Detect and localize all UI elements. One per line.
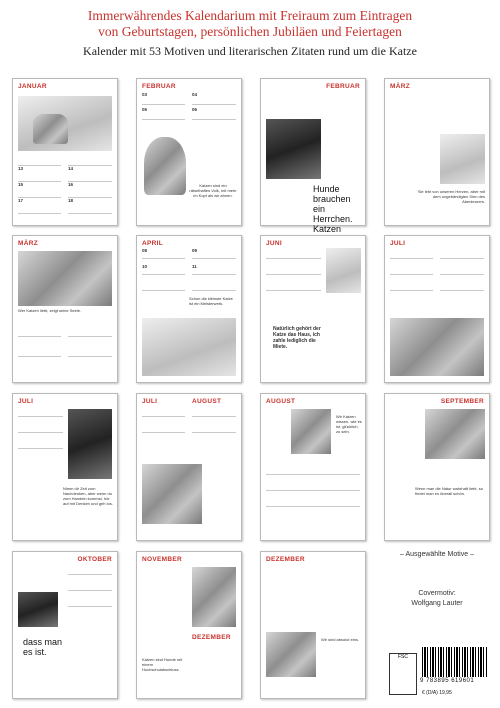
page-maerz-2	[12, 235, 118, 383]
price: € (D/A) 19,95	[422, 690, 452, 696]
cat-photo	[18, 592, 58, 627]
cat-photo	[68, 409, 112, 479]
month-label: AUGUST	[192, 398, 222, 405]
quote-text: Wer Katzen liebt, zeigt seine Seele.	[18, 308, 82, 313]
day-number: 05	[142, 107, 148, 112]
isbn-number: 9 783895 619601	[420, 678, 475, 684]
day-number: 08	[142, 248, 148, 253]
cat-photo	[192, 567, 236, 627]
quote-text: Wir sind absolut eins.	[321, 637, 360, 642]
month-label: FEBRUAR	[326, 83, 360, 90]
month-label: SEPTEMBER	[440, 398, 484, 405]
day-number: 03	[142, 92, 148, 97]
cat-photo	[326, 248, 361, 293]
page-oktober	[12, 551, 118, 699]
page-september	[384, 393, 490, 541]
day-number: 04	[192, 92, 198, 97]
page-november-dezember	[136, 551, 242, 699]
quote-text: dass man es ist.	[23, 637, 63, 657]
cat-photo	[18, 251, 112, 306]
page-juli	[384, 235, 490, 383]
month-label: DEZEMBER	[266, 556, 305, 563]
page-februar-2	[260, 78, 366, 234]
page-dezember	[260, 551, 366, 699]
month-label: JUNI	[266, 240, 283, 247]
quote-text: Natürlich gehört der Katze das Haus, ich zahle lediglich die Miete.	[273, 326, 321, 350]
page-januar	[12, 78, 118, 226]
day-number: 10	[142, 264, 148, 269]
quote-text: Hunde brauchen ein Herrchen. Katzen	[313, 184, 353, 234]
page-juli-august	[136, 393, 242, 541]
page-august	[260, 393, 366, 541]
fsc-logo: FSC	[389, 653, 417, 695]
cat-photo	[291, 409, 331, 454]
day-number: 16	[68, 182, 74, 187]
page-maerz	[384, 78, 490, 226]
cat-photo	[440, 134, 485, 184]
quote-text: Sie lebt von unseren Herzen, aber mit dem ungebändigten Sinn des Abenteurers.	[417, 189, 485, 204]
month-label: AUGUST	[266, 398, 296, 405]
day-number: 17	[18, 198, 24, 203]
month-label: MÄRZ	[18, 240, 38, 247]
barcode	[422, 647, 488, 677]
cat-photo	[266, 632, 316, 677]
cover-label: Covermotiv:	[418, 590, 456, 597]
title-line2: von Geburtstagen, persönlichen Jubiläen und Feiertagen	[98, 24, 402, 39]
cat-photo	[425, 409, 485, 459]
page-februar	[136, 78, 242, 226]
day-number: 13	[18, 166, 24, 171]
month-label: JULI	[390, 240, 406, 247]
quote-text: Schon die kleinste Katze ist ein Meisterwerk.	[189, 296, 233, 306]
cat-photo	[144, 137, 186, 195]
cat-photo	[266, 119, 321, 179]
day-number: 09	[192, 248, 198, 253]
cat-photo	[142, 464, 202, 524]
page-juli-2	[12, 393, 118, 541]
cat-photo	[390, 318, 484, 376]
quote-text: Katzen sind ein rätselhaftes Volk, mit mehr im Kopf als wir ahnen.	[189, 183, 237, 198]
day-number: 06	[192, 107, 198, 112]
cat-photo-subject	[33, 114, 68, 144]
quote-text: Nimm dir Zeit zum Nachdenken, aber wenn du zum Handeln kommst, hör auf mit Denken und geh los.	[63, 486, 113, 506]
page-april	[136, 235, 242, 383]
day-number: 18	[68, 198, 74, 203]
quote-text: Wenn man die Natur wahrhaft liebt, so findet man es überall schön.	[415, 486, 483, 496]
month-label: JULI	[142, 398, 158, 405]
month-label: OKTOBER	[77, 556, 112, 563]
month-label: JULI	[18, 398, 34, 405]
quote-text: Wir Katzen wissen, wie es ist, glücklich zu sein.	[336, 414, 362, 434]
subtitle: Kalender mit 53 Motiven und literarischen Zitaten rund um die Katze	[83, 44, 417, 58]
quote-text: Katzen sind Hunde mit einem Hochschulabschluss.	[142, 657, 183, 672]
month-label: APRIL	[142, 240, 163, 247]
day-number: 14	[68, 166, 74, 171]
cover-artist: Wolfgang Lauter	[411, 600, 463, 607]
month-label: JANUAR	[18, 83, 47, 90]
motifs-caption: – Ausgewählte Motive –	[400, 551, 474, 558]
title-line1: Immerwährendes Kalendarium mit Freiraum zum Eintragen	[87, 8, 413, 23]
month-label: FEBRUAR	[142, 83, 176, 90]
day-number: 15	[18, 182, 24, 187]
page-juni	[260, 235, 366, 383]
month-label: MÄRZ	[390, 83, 410, 90]
cat-photo	[142, 318, 236, 376]
day-number: 11	[192, 264, 197, 269]
month-label: NOVEMBER	[142, 556, 182, 563]
month-label: DEZEMBER	[192, 634, 231, 641]
